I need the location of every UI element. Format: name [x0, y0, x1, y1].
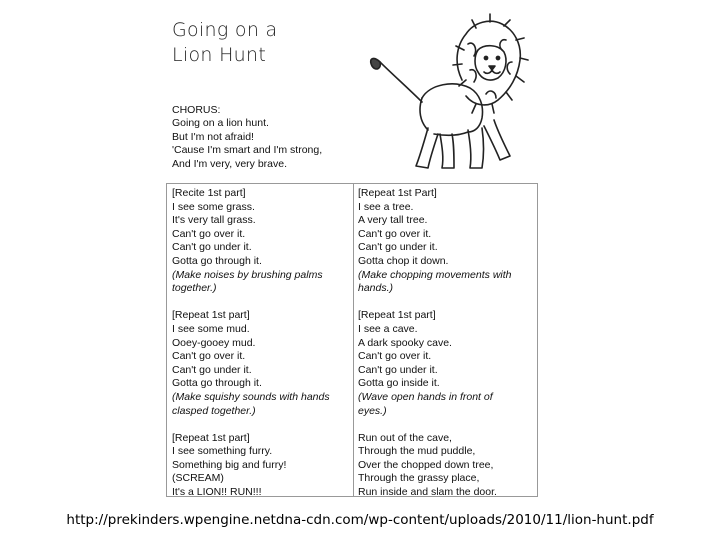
verse-line: [Repeat 1st part] [358, 309, 436, 322]
verse-line: [Repeat 1st Part] [358, 187, 437, 199]
action-instruction: eyes.) [358, 404, 387, 417]
verse-line: I see some mud. [172, 322, 250, 335]
verse-line: Run out of the cave, [358, 431, 452, 444]
right-verse-2 [358, 309, 536, 418]
verse-line: Gotta go inside it. [358, 377, 440, 390]
chorus-line: But I'm not afraid! [172, 130, 254, 143]
action-instruction: (Make noises by brushing palms [172, 268, 323, 281]
right-verse-3 [358, 432, 536, 500]
verse-line: Gotta go through it. [172, 254, 262, 267]
verse-line: It's very tall grass. [172, 214, 256, 227]
action-instruction: hands.) [358, 282, 394, 295]
verse-line: Can't go over it. [172, 350, 246, 363]
verse-line: Through the grassy place, [358, 472, 480, 485]
chorus-line: Going on a lion hunt. [172, 117, 269, 130]
verse-line: Can't go over it. [172, 227, 246, 240]
page-title [172, 18, 277, 68]
title-line-2: Lion Hunt [172, 44, 267, 66]
chorus-line: And I'm very, very brave. [172, 157, 288, 170]
verse-line: I see some grass. [172, 200, 255, 213]
verse-line: Can't go over it. [358, 227, 432, 240]
source-url: http://prekinders.wpengine.netdna-cdn.com/wp-content/uploads/2010/11/lion-hunt.pdf [66, 512, 654, 528]
action-instruction: (Wave open hands in front of [358, 390, 493, 403]
verse-line: Gotta go through it. [172, 377, 262, 390]
lion-illustration [350, 10, 530, 178]
verse-line: Something big and furry! [172, 458, 287, 471]
verse-line: It's a LION!! RUN!!! [172, 486, 262, 499]
left-verse-2 [172, 309, 350, 418]
right-column [358, 187, 536, 513]
verse-line: Through the mud puddle, [358, 445, 476, 458]
verse-line: Can't go under it. [358, 363, 438, 376]
verse-table [166, 183, 538, 497]
action-instruction: together.) [172, 282, 217, 295]
verse-line: Run inside and slam the door. [358, 486, 497, 499]
verse-line: [Repeat 1st part] [172, 309, 250, 322]
verse-line: [Recite 1st part] [172, 187, 246, 199]
left-verse-3 [172, 432, 350, 500]
action-instruction: clasped together.) [172, 404, 256, 417]
verse-line: Can't go under it. [172, 241, 252, 254]
verse-line: A very tall tree. [358, 214, 428, 227]
left-column [172, 187, 350, 513]
verse-line: [Repeat 1st part] [172, 431, 250, 444]
verse-line: Over the chopped down tree, [358, 458, 494, 471]
chorus-line: 'Cause I'm smart and I'm strong, [172, 144, 323, 157]
verse-line: Gotta chop it down. [358, 254, 449, 267]
column-divider [353, 184, 354, 496]
action-instruction: (Make chopping movements with [358, 268, 512, 281]
chorus-heading: CHORUS: [172, 104, 221, 116]
action-instruction: (Make squishy sounds with hands [172, 390, 330, 403]
verse-line: (SCREAM) [172, 472, 224, 485]
verse-line: Ooey-gooey mud. [172, 336, 256, 349]
verse-line: Can't go under it. [358, 241, 438, 254]
chorus [172, 104, 322, 171]
verse-line: A dark spooky cave. [358, 336, 452, 349]
verse-line: Can't go over it. [358, 350, 432, 363]
left-verse-1 [172, 187, 350, 296]
verse-line: I see something furry. [172, 445, 273, 458]
verse-line: I see a tree. [358, 200, 414, 213]
verse-line: I see a cave. [358, 322, 418, 335]
right-verse-1 [358, 187, 536, 296]
title-line-1: Going on a [172, 19, 278, 41]
verse-line: Can't go under it. [172, 363, 252, 376]
